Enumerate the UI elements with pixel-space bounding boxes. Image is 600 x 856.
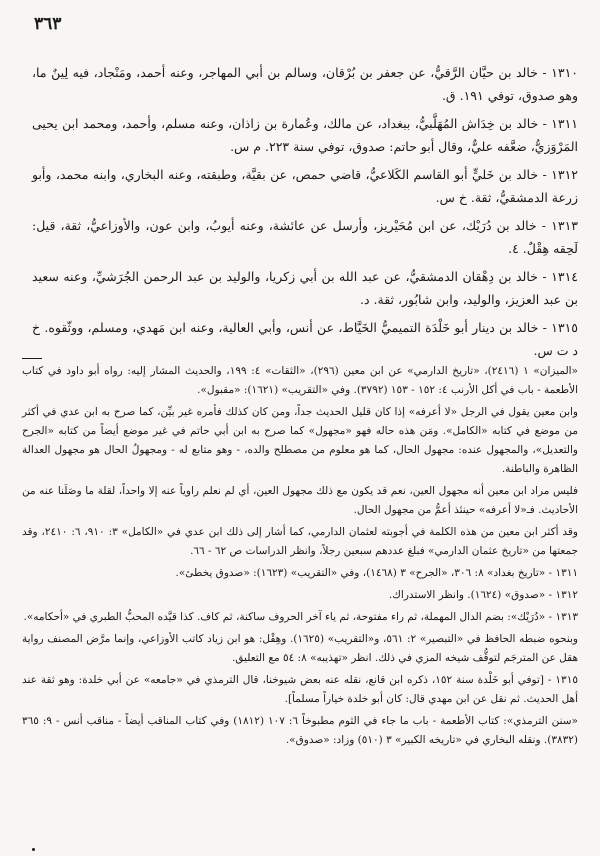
footnote: ١٣١٣ - «دُرَيْك»: بضم الدال المهملة، ثم راء مفتوحة، ثم ياء آخر الحروف ساكنة، ثم كاف. كذا قيَّده المحبُّ الطبري في «أحكامه». [23, 611, 578, 623]
page-mark [32, 848, 35, 851]
footnote: ١٣١٢ - «صدوق» (١٦٢٤). وانظر الاستدراك. [388, 589, 578, 601]
footnote: ١٣١٥ - [توفي أبو خَلْدة سنة ١٥٢، ذكره ابن قانع، نقله عنه بعض شيوخنا، قال الترمذي في «جامعه» عن أبي خلدة: وهو ثقة عند أهل الحديث. ثم نقل عن ابن مهدي قال: كان أبو خلدة خياراً مسلماً]. [22, 674, 578, 705]
footnote: فليس مراد ابن معين أنه مجهول العين، نعم قد يكون مع ذلك مجهول العين، أي لم نعلم راوياً عنه إلا واحداً، لقلة ما وصَلَنا عنه من الأحاديث. فـ«لا أعرفه» حينئذ أعمُّ من مجهول الحال. [22, 485, 578, 516]
footnotes [22, 362, 578, 753]
page-number: ٣٦٣ [34, 14, 62, 34]
footnote: وبنحوه ضبطه الحافظ في «التبصير» ٢: ٥٦١، و«التقريب» (١٦٢٥). وهِقْل: هو ابن زياد كاتب الأوزاعي، وإنما مرَّض المصنف رواية هقل عن المترجَم لتوقُّف شيخه المزي في ذلك. انظر «تهذيبه» ٨: ٥٤ مع التعليق. [22, 633, 578, 664]
footnote: «سنن الترمذي»: كتاب الأطعمة - باب ما جاء في الثوم مطبوخاً ٦: ١٠٧ (١٨١٢) وفي كتاب المناقب أيضاً - مناقب أنس - ٩: ٣٦٥ (٣٨٣٢). ونقله البخاري في «تاريخه الكبير» ٣ (٥١٠) وزاد: «صدوق». [22, 715, 578, 746]
main-text [32, 62, 578, 368]
biography-entry: ١٣١٣ - خالد بن دُرَيْك، عن ابن مُحَيْريز، وأرسل عن عائشة، وعنه أيوبُ، وابن عون، والأوزاعيُّ، ثقة، قيل: لَحِقه هِقْلٌ. ٤. [32, 218, 578, 256]
biography-entry: ١٣١٠ - خالد بن حيَّان الرَّقيُّ، عن جعفر بن بُرْقان، وسالم بن أبي المهاجر، وعنه أحمد، ومَنْجاد، فيه لِينٌ ما، وهو صدوق، توفي ١٩١. ق. [32, 65, 578, 103]
footnote: وابن معين يقول في الرجل «لا أعرفه» إذا كان قليل الحديث جداً، ومن كان كذلك فأمره غير بيِّن، كما صرح به ابن عدي في أكثر من موضع في كتابه «الكامل». ومَن هذه حاله فهو «مجهول» كما صرح به ابن أبي حاتم في غير موضع أيضاً من كتابه «الجرح والتعديل»، والمجهول عنده: مجهول الحال، كما هو معلوم من مصطلح والده، - وهو متابع له - ومجهولُ الحال هو مجهول العدالة الظاهرة والباطنة. [22, 406, 578, 475]
biography-entry: ١٣١١ - خالد بن خِدَاش المُهَلَّبيُّ، ببغداد، عن مالك، وعُمارة بن زاذان، وعنه مسلم، وأحمد، ومحمد ابن يحيى المَرْوَزيُّ، ضعَّفه عليٌّ، وقال أبو حاتم: صدوق، توفي سنة ٢٢٣. م س. [32, 116, 578, 154]
biography-entry: ١٣١٢ - خالد بن خَليٍّ أبو القاسم الكَلاعيُّ، قاضي حمص، عن بقيَّة، وطبقته، وعنه البخاري، وابنه محمد، وأبو زرعة الدمشقيُّ، ثقة. خ س. [32, 167, 578, 205]
footnote: «الميزان» ١ (٢٤١٦)، «تاريخ الدارمي» عن ابن معين (٢٩٦)، «الثقات» ٤: ١٩٩، والحديث المشار إليه: رواه أبو داود في كتاب الأطعمة - باب في أكل الأرنب ٤: ١٥٢ - ١٥٣ (٣٧٩٢). وفي «التقريب» (١٦٢١): «مقبول». [22, 365, 578, 396]
footnote: ١٣١١ - «تاريخ بغداد» ٨: ٣٠٦، «الجرح» ٣ (١٤٦٨)، وفي «التقريب» (١٦٢٣): «صدوق يخطئ». [175, 567, 578, 579]
footnote: وقد أكثر ابن معين من هذه الكلمة في أجوبته لعثمان الدارمي، كما أشار إلى ذلك ابن عدي في «الكامل» ٣: ٩١٠، ٦: ٢٤١٠، وقد جمعتها من «تاريخ عثمان الدارمي» فبلغ عددهم سبعين رجلاً، وانظر الدراسات ص ٦٢ - ٦٦. [22, 526, 578, 557]
footnote-divider [22, 358, 42, 359]
biography-entry: ١٣١٥ - خالد بن دينار أبو خَلْدَة التميميُّ الخَيَّاط، عن أنس، وأبي العالية، وعنه ابن مَهدي، ومسلم، ووثّقوه. خ د ت س. [32, 320, 578, 358]
biography-entry: ١٣١٤ - خالد بن دِهْقان الدمشقيُّ، عن عبد الله بن أبي زكريا، والوليد بن عبد الرحمن الجُرَشيِّ، وعنه سعيد بن عبد العزيز، والوليد، وابن شابُور، ثقة. د. [32, 269, 578, 307]
